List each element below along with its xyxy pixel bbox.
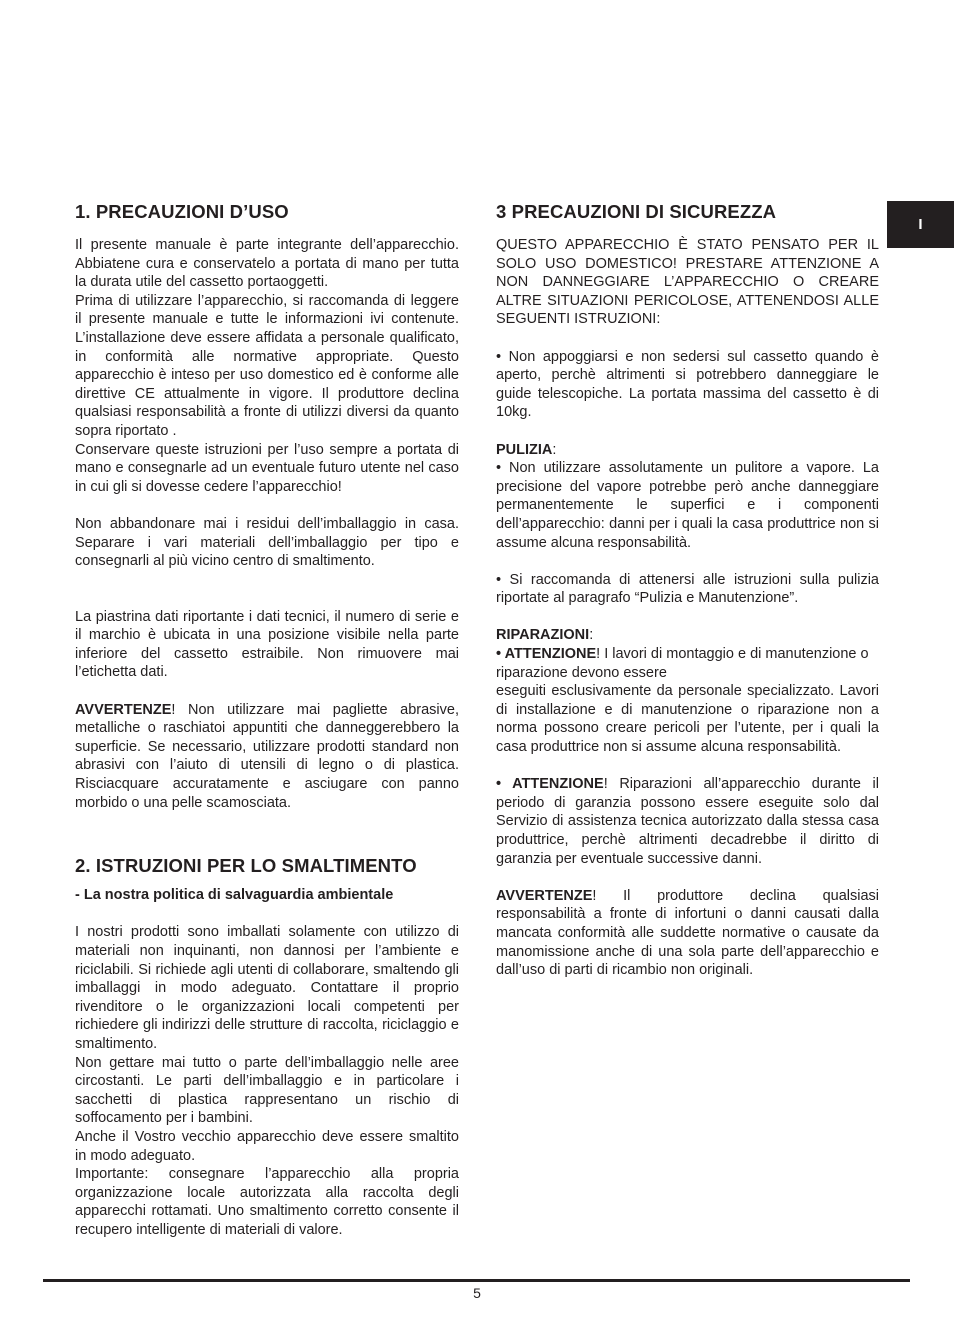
sec3-intro: QUESTO APPARECCHIO È STATO PENSATO PER IL SOLO USO DOMESTICO! PRESTARE ATTENZIONE A NON DANNEGGIARE L’APPARECCHIO O CREARE ALTRE SITUAZIONI PERICOLOSE, ATTENENDOSI ALLE SEGUENTI ISTRUZIONI: — [496, 237, 879, 328]
cleaning-bullet-1: • Non utilizzare assolutamente un pulitore a vapore. La precisione del vapore potrebbe però anche danneggiare permanentemente le superfici e i componenti dell’apparecchio: danni per i quali la casa produttrice non si assume alcuna responsabilità. — [496, 460, 879, 551]
page-number: 5 — [473, 1285, 481, 1301]
repair-bullet-2-text: ! Riparazioni all’apparecchio durante il periodo di garanzia possono essere eseguite solo dal Servizio di assistenza tecnica autorizzato dalla stessa casa produttrice, perchè altrimenti decadrebbe il diritto di garanzia per eventuale successive danni. — [496, 776, 879, 867]
repair-bullet-2-dot: • — [496, 776, 513, 793]
repair-bullet-1-line1: ! I lavori di montaggio e di manutenzione o riparazione devono essere — [496, 646, 869, 681]
sec2-paragraph-3: Anche il Vostro vecchio apparecchio deve essere smaltito in modo adeguato. — [75, 1128, 459, 1164]
repair-label: RIPARAZIONI — [496, 627, 590, 644]
repair-bullet-1-cont: eseguiti esclusivamente da personale specializzato. Lavori di installazione e di manutenzione o riparazione non a norma possono creare pericoli per l’utente, per i quali la casa produttrice non si assume alcuna responsabilità. — [496, 683, 879, 756]
sec2-paragraph-2: Non gettare mai tutto o parte dell’imballaggio nelle aree circostanti. Le parti dell’imballaggio e in particolare i sacchetti di plastica rappresentano un rischio di soffocamento per i bambini. — [75, 1054, 459, 1127]
repair-bullet-1-dot: • — [496, 646, 505, 663]
sec2-paragraph-4: Importante: consegnare l’apparecchio alla propria organizzazione locale autorizzata alla raccolta degli apparecchi rottamati. Uno smaltimento corretto consente il recupero intelligente di materiali di valore. — [75, 1166, 459, 1238]
footer-rule — [43, 1279, 910, 1282]
cleaning-bullet-2: • Si raccomanda di attenersi alle istruzioni sulla pulizia riportate al paragrafo “Pulizia e Manutenzione”. — [496, 571, 879, 607]
sec1-paragraph-5: La piastrina dati riportante i dati tecnici, il numero di serie e il marchio è ubicata in una posizione visibile nella parte inferiore del cassetto estraibile. Non rimuovere mai l’etichetta dati. — [75, 608, 459, 681]
sec2-paragraph-1: I nostri prodotti sono imballati solamente con utilizzo di materiali non inquinanti, non dannosi per l’ambiente e riciclabili. Si richiede agli utenti di collaborare, smaltendo gli imballaggi in modo adeguato. Contattare il proprio rivenditore o le organizzazioni locali competenti per richiedere gli indirizzi delle strutture di raccolta, riciclaggio e smaltimento. — [75, 924, 459, 1052]
sec3-bullet-1: • Non appoggiarsi e non sedersi sul cassetto quando è aperto, perchè altrimenti si potrebbero danneggiare le guide telescopiche. La portata massima del cassetto è di 10kg. — [496, 348, 879, 421]
repair-bullet-1 — [496, 645, 879, 682]
cleaning-heading — [496, 441, 879, 460]
language-tab — [887, 201, 954, 248]
cleaning-colon: : — [552, 441, 557, 458]
section-1-title: 1. PRECAUZIONI D’USO — [75, 201, 289, 222]
cleaning-label: PULIZIA — [496, 441, 553, 458]
sec3-warning-text: ! Il produttore declina qualsiasi responsabilità a fronte di infortuni o danni causati dalla mancata conformità alle suddette normative o causate da manomissione anche di una sola parte dell’apparecchio e dall’uso di parti di ricambio non originali. — [496, 887, 879, 979]
section-2-title: 2. ISTRUZIONI PER LO SMALTIMENTO — [75, 855, 417, 877]
sec1-paragraph-2: Prima di utilizzare l’apparecchio, si raccomanda di leggere il presente manuale e tutte le informazioni ivi contenute. L’installazione deve essere affidata a personale qualificato, in conformità alle normative appropriate. Questo apparecchio è inteso per uso domestico ed è conforme alle direttive CE attualmente in vigore. Il produttore declina qualsiasi responsabilità a fronte di utilizzi diversi da quanto sopra riportato . — [75, 292, 459, 439]
left-column — [75, 198, 459, 1240]
repair-bullet-2 — [496, 775, 879, 868]
warning-text: ! Non utilizzare mai pagliette abrasive, metalliche o raschiatoi appuntiti che danneggerebbero la superficie. Se necessario, utilizzare prodotti standard non abrasivi con l’aiuto di utensili di legno o di plastica. Risciacquare accuratamente e asciugare con panno morbido o una pelle scamosciata. — [75, 701, 459, 811]
sec3-warning-label: AVVERTENZE — [496, 887, 593, 904]
repair-heading — [496, 626, 879, 645]
sec3-warning — [496, 887, 879, 980]
section-3-title: 3 PRECAUZIONI DI SICUREZZA — [496, 201, 777, 222]
sec1-warning — [75, 701, 459, 813]
repair-bullet-1-label: ATTENZIONE — [504, 646, 597, 663]
right-column — [496, 198, 879, 980]
warning-label: AVVERTENZE — [75, 701, 172, 718]
sec1-paragraph-4: Non abbandonare mai i residui dell’imballaggio in casa. Separare i vari materiali dell’imballaggio per tipo e consegnarli al più vicino centro di smaltimento. — [75, 515, 459, 570]
repair-colon: : — [589, 627, 594, 644]
sec1-paragraph-3: Conservare queste istruzioni per l’uso sempre a portata di mano e consegnarle ad un eventuale futuro utente nel caso in cui gli si dovesse cedere l’apparecchio! — [75, 441, 459, 495]
repair-bullet-2-label: ATTENZIONE — [512, 776, 604, 793]
language-tab-label: I — [918, 216, 923, 233]
sec1-paragraph-1: Il presente manuale è parte integrante dell’apparecchio. Abbiatene cura e conservatelo a portata di mano per tutta la durata utile del cassetto portaoggetti. — [75, 237, 459, 291]
sec2-subtitle: - La nostra politica di salvaguardia ambientale — [75, 887, 394, 904]
